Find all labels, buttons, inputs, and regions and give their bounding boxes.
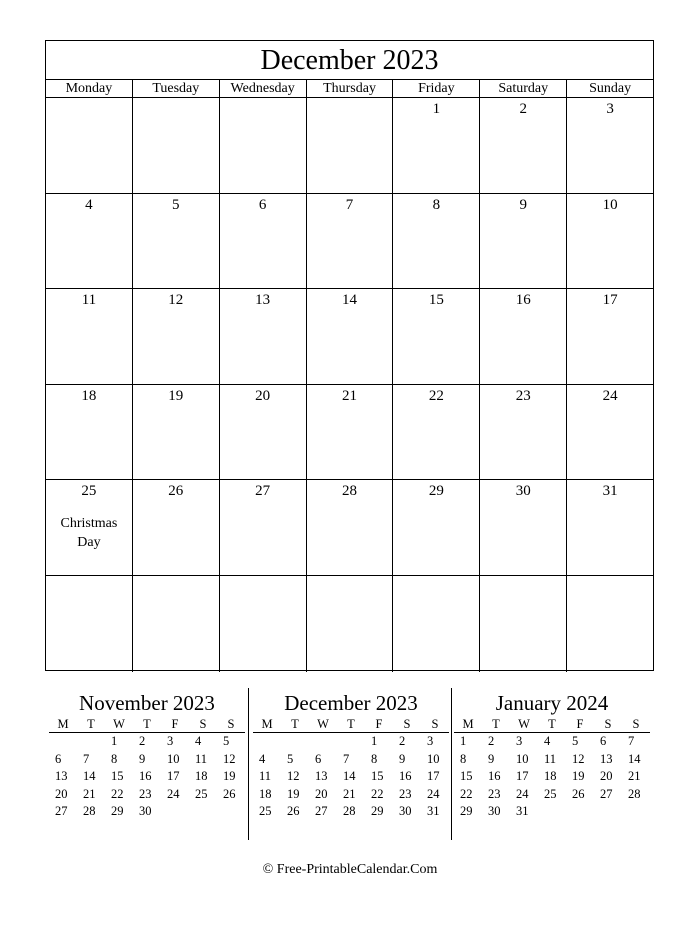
mini-day: 5 <box>287 751 294 766</box>
mini-day: 11 <box>195 751 208 766</box>
mini-day: 2 <box>399 734 406 748</box>
mini-day <box>566 803 594 821</box>
day-number: 25 <box>81 483 97 500</box>
day-number: 29 <box>428 483 444 500</box>
mini-day: 21 <box>628 769 641 783</box>
mini-day <box>538 803 566 821</box>
day-number: 8 <box>432 196 441 213</box>
mini-week-row <box>253 751 449 769</box>
mini-day <box>253 733 281 751</box>
mini-day: 9 <box>488 751 495 766</box>
calendar-day-cell <box>220 98 307 193</box>
mini-day: 26 <box>223 786 236 801</box>
calendar-day-cell <box>307 194 394 289</box>
calendar-day-cell <box>567 194 653 289</box>
weekday-wednesday: Wednesday <box>220 80 307 97</box>
mini-week-row <box>253 786 449 804</box>
mini-day: 7 <box>83 751 90 766</box>
day-number: 26 <box>168 483 184 500</box>
main-calendar <box>45 40 654 671</box>
mini-calendar-table <box>49 716 245 821</box>
day-number: 23 <box>515 387 531 404</box>
mini-day <box>189 803 217 821</box>
calendar-day-cell <box>220 385 307 480</box>
mini-day: 25 <box>259 804 272 818</box>
day-number: 19 <box>168 387 184 404</box>
mini-day: 26 <box>572 786 585 801</box>
calendar-day-cell <box>46 576 133 672</box>
day-number: 27 <box>255 483 271 500</box>
mini-day: 26 <box>287 804 300 818</box>
day-number <box>220 100 306 118</box>
mini-header-row <box>454 716 650 733</box>
calendar-day-cell <box>220 194 307 289</box>
mini-weekday-header: M <box>454 716 482 733</box>
mini-calendar-title: December 2023 <box>284 691 418 715</box>
mini-day: 18 <box>259 786 272 801</box>
calendar-day-cell <box>133 98 220 193</box>
mini-day: 30 <box>399 804 412 818</box>
day-number: 2 <box>519 101 527 117</box>
day-number: 3 <box>606 101 614 117</box>
calendar-day-cell <box>567 385 653 480</box>
mini-day: 21 <box>83 786 96 801</box>
mini-day: 20 <box>600 769 613 783</box>
day-number: 4 <box>85 196 93 213</box>
mini-weekday-header: S <box>594 716 622 733</box>
day-number: 7 <box>345 196 354 213</box>
mini-day: 29 <box>111 804 124 818</box>
calendar-day-cell <box>46 194 133 289</box>
mini-week-row <box>49 786 245 804</box>
mini-day: 24 <box>427 786 440 801</box>
mini-day: 14 <box>83 769 96 783</box>
mini-day: 25 <box>195 786 208 801</box>
mini-week-row <box>49 768 245 786</box>
mini-weekday-header: S <box>622 716 650 733</box>
mini-day: 8 <box>460 751 467 766</box>
mini-weekday-header: S <box>189 716 217 733</box>
mini-day: 3 <box>167 734 174 748</box>
calendar-day-cell <box>46 480 133 575</box>
mini-week-row <box>49 733 245 751</box>
mini-calendar-table <box>253 716 449 821</box>
calendar-grid <box>46 98 653 672</box>
mini-weekday-header: F <box>161 716 189 733</box>
mini-day <box>309 733 337 751</box>
mini-weekday-header: W <box>510 716 538 733</box>
day-number <box>46 578 132 596</box>
day-number <box>307 100 393 118</box>
calendar-day-cell <box>133 480 220 575</box>
mini-day: 29 <box>371 804 384 818</box>
calendar-week-row <box>46 289 653 385</box>
mini-day: 8 <box>371 751 378 766</box>
calendar-day-cell <box>480 289 567 384</box>
day-number: 22 <box>428 387 444 404</box>
mini-day: 24 <box>516 786 529 801</box>
day-number: 16 <box>515 292 531 309</box>
mini-day: 13 <box>55 769 68 783</box>
mini-day: 31 <box>516 804 529 818</box>
mini-divider <box>248 688 249 840</box>
mini-day: 3 <box>516 734 523 748</box>
mini-weekday-header: M <box>253 716 281 733</box>
mini-day: 19 <box>572 769 585 783</box>
mini-week-row <box>454 751 650 769</box>
calendar-day-cell <box>393 385 480 480</box>
calendar-day-cell <box>393 289 480 384</box>
mini-weekday-header: S <box>421 716 449 733</box>
mini-day: 23 <box>488 786 501 801</box>
mini-week-row <box>253 768 449 786</box>
mini-week-row <box>454 803 650 821</box>
mini-day: 30 <box>488 804 501 818</box>
day-number <box>567 578 653 596</box>
weekday-thursday: Thursday <box>307 80 394 97</box>
mini-header-row <box>49 716 245 733</box>
mini-day: 27 <box>315 804 328 818</box>
mini-day <box>281 733 309 751</box>
mini-divider <box>451 688 452 840</box>
mini-day <box>594 803 622 821</box>
day-number <box>393 578 479 596</box>
mini-calendar-table <box>454 716 650 821</box>
mini-day <box>77 733 105 751</box>
mini-day <box>49 733 77 751</box>
mini-week-row <box>253 733 449 751</box>
calendar-day-cell <box>393 98 480 193</box>
day-number: 9 <box>519 196 527 213</box>
mini-week-row <box>454 786 650 804</box>
day-number <box>133 100 219 118</box>
weekday-monday: Monday <box>46 80 133 97</box>
mini-day: 24 <box>167 786 180 801</box>
calendar-day-cell <box>567 480 653 575</box>
mini-calendar-december <box>253 690 449 821</box>
mini-day: 5 <box>572 734 579 748</box>
mini-day <box>161 803 189 821</box>
weekday-header-row <box>46 80 653 98</box>
day-number <box>220 578 306 596</box>
calendar-day-cell <box>220 576 307 672</box>
mini-day: 30 <box>139 804 152 818</box>
mini-weekday-header: T <box>482 716 510 733</box>
calendar-day-cell <box>393 576 480 672</box>
mini-day: 1 <box>111 734 118 748</box>
day-number: 30 <box>515 483 531 500</box>
mini-week-row <box>253 803 449 821</box>
mini-day: 23 <box>139 786 152 801</box>
mini-day: 16 <box>488 769 501 783</box>
mini-calendar-november <box>49 690 245 821</box>
mini-day: 11 <box>544 751 557 766</box>
mini-day <box>217 803 245 821</box>
mini-day: 21 <box>343 786 356 801</box>
mini-weekday-header: W <box>309 716 337 733</box>
mini-day: 22 <box>460 786 473 801</box>
calendar-day-cell <box>393 194 480 289</box>
mini-day: 22 <box>371 786 384 801</box>
mini-day: 10 <box>516 751 529 766</box>
mini-day: 4 <box>195 734 202 748</box>
calendar-day-cell <box>133 194 220 289</box>
calendar-day-cell <box>567 289 653 384</box>
mini-day: 9 <box>399 751 406 766</box>
day-number: 31 <box>602 483 618 500</box>
mini-day: 4 <box>259 751 266 766</box>
mini-weekday-header: S <box>217 716 245 733</box>
calendar-day-cell <box>480 480 567 575</box>
mini-calendar-january <box>454 690 650 821</box>
mini-calendar-title: November 2023 <box>79 691 215 715</box>
weekday-tuesday: Tuesday <box>133 80 220 97</box>
calendar-day-cell <box>567 98 653 193</box>
calendar-day-cell <box>46 98 133 193</box>
day-number: 13 <box>255 292 271 309</box>
mini-weekday-header: T <box>281 716 309 733</box>
mini-day: 2 <box>488 734 495 748</box>
mini-day: 25 <box>544 786 557 801</box>
mini-day: 19 <box>287 786 300 801</box>
mini-day: 8 <box>111 751 118 766</box>
mini-day: 14 <box>343 769 356 783</box>
day-number: 14 <box>342 292 357 309</box>
mini-day: 14 <box>628 751 641 766</box>
mini-weekday-header: T <box>77 716 105 733</box>
mini-day: 13 <box>600 751 613 766</box>
calendar-day-cell <box>393 480 480 575</box>
mini-day: 15 <box>371 769 384 783</box>
day-number: 21 <box>342 387 357 404</box>
mini-week-row <box>49 751 245 769</box>
mini-day: 19 <box>223 769 236 783</box>
mini-calendar-title: January 2024 <box>495 691 609 715</box>
mini-day: 9 <box>139 751 146 766</box>
calendar-week-row <box>46 576 653 672</box>
mini-day: 31 <box>427 804 440 818</box>
day-number: 12 <box>168 292 184 309</box>
mini-day: 17 <box>167 769 180 783</box>
day-number <box>307 578 393 596</box>
mini-day: 28 <box>83 804 96 818</box>
mini-weekday-header: F <box>365 716 393 733</box>
calendar-week-row <box>46 98 653 194</box>
day-number: 1 <box>432 101 441 117</box>
mini-day: 29 <box>460 804 473 818</box>
day-number <box>133 578 219 596</box>
mini-day: 18 <box>195 769 208 783</box>
calendar-week-row <box>46 194 653 290</box>
mini-day: 10 <box>167 751 180 766</box>
calendar-day-cell <box>480 385 567 480</box>
mini-day: 12 <box>572 751 585 766</box>
calendar-day-cell <box>567 576 653 672</box>
mini-day: 1 <box>371 734 378 748</box>
mini-weekday-header: W <box>105 716 133 733</box>
day-number: 28 <box>342 483 357 500</box>
footer-copyright: © Free-PrintableCalendar.Com <box>262 862 438 877</box>
mini-day: 23 <box>399 786 412 801</box>
calendar-day-cell <box>307 576 394 672</box>
calendar-day-cell <box>307 480 394 575</box>
day-number: 11 <box>81 292 97 309</box>
day-number <box>480 578 566 596</box>
mini-day: 27 <box>55 804 68 818</box>
mini-day: 15 <box>460 769 473 783</box>
day-number: 10 <box>602 196 618 213</box>
mini-day: 12 <box>287 769 300 783</box>
calendar-day-cell <box>307 385 394 480</box>
mini-day: 1 <box>460 734 467 748</box>
weekday-friday: Friday <box>393 80 480 97</box>
calendar-day-cell <box>133 289 220 384</box>
mini-day: 16 <box>399 769 412 783</box>
calendar-week-row <box>46 385 653 481</box>
day-number: 24 <box>602 387 618 404</box>
mini-day: 17 <box>516 769 529 783</box>
mini-day <box>337 733 365 751</box>
mini-day: 27 <box>600 786 613 801</box>
calendar-week-row <box>46 480 653 576</box>
mini-header-row <box>253 716 449 733</box>
calendar-day-cell <box>133 576 220 672</box>
calendar-title: December 2023 <box>46 41 653 80</box>
mini-day: 12 <box>223 751 236 766</box>
calendar-day-cell <box>480 98 567 193</box>
mini-weekday-header: S <box>393 716 421 733</box>
mini-day: 6 <box>600 734 607 748</box>
day-number: 15 <box>428 292 444 309</box>
mini-day: 6 <box>315 751 322 766</box>
holiday-label: Christmas Day <box>60 516 118 551</box>
calendar-day-cell <box>307 289 394 384</box>
mini-week-row <box>454 768 650 786</box>
mini-day: 28 <box>628 786 641 801</box>
calendar-day-cell <box>480 576 567 672</box>
mini-day: 2 <box>139 734 146 748</box>
calendar-day-cell <box>46 289 133 384</box>
calendar-day-cell <box>46 385 133 480</box>
mini-day: 11 <box>259 769 272 783</box>
mini-weekday-header: M <box>49 716 77 733</box>
mini-day: 20 <box>315 786 328 801</box>
day-number: 18 <box>81 387 97 404</box>
mini-week-row <box>49 803 245 821</box>
mini-day: 6 <box>55 751 62 766</box>
mini-day: 13 <box>315 769 328 783</box>
mini-day: 15 <box>111 769 124 783</box>
mini-day: 22 <box>111 786 124 801</box>
mini-day: 20 <box>55 786 68 801</box>
mini-weekday-header: T <box>538 716 566 733</box>
mini-weekday-header: T <box>133 716 161 733</box>
day-number: 20 <box>255 387 271 404</box>
mini-day: 10 <box>427 751 440 766</box>
mini-weekday-header: F <box>566 716 594 733</box>
mini-day: 28 <box>343 804 356 818</box>
day-number: 5 <box>172 196 180 213</box>
mini-day: 18 <box>544 769 557 783</box>
mini-day: 3 <box>427 734 434 748</box>
calendar-day-cell <box>220 480 307 575</box>
mini-week-row <box>454 733 650 751</box>
mini-day: 7 <box>343 751 350 766</box>
weekday-saturday: Saturday <box>480 80 567 97</box>
day-number: 17 <box>602 292 618 309</box>
day-number: 6 <box>258 196 267 213</box>
calendar-day-cell <box>480 194 567 289</box>
mini-day <box>622 803 650 821</box>
mini-day: 5 <box>223 734 230 748</box>
calendar-day-cell <box>220 289 307 384</box>
day-number <box>46 100 132 118</box>
calendar-day-cell <box>307 98 394 193</box>
mini-day: 7 <box>628 734 635 748</box>
weekday-sunday: Sunday <box>589 81 632 96</box>
mini-day: 17 <box>427 769 440 783</box>
mini-day: 16 <box>139 769 152 783</box>
calendar-day-cell <box>133 385 220 480</box>
mini-weekday-header: T <box>337 716 365 733</box>
mini-day: 4 <box>544 734 551 748</box>
